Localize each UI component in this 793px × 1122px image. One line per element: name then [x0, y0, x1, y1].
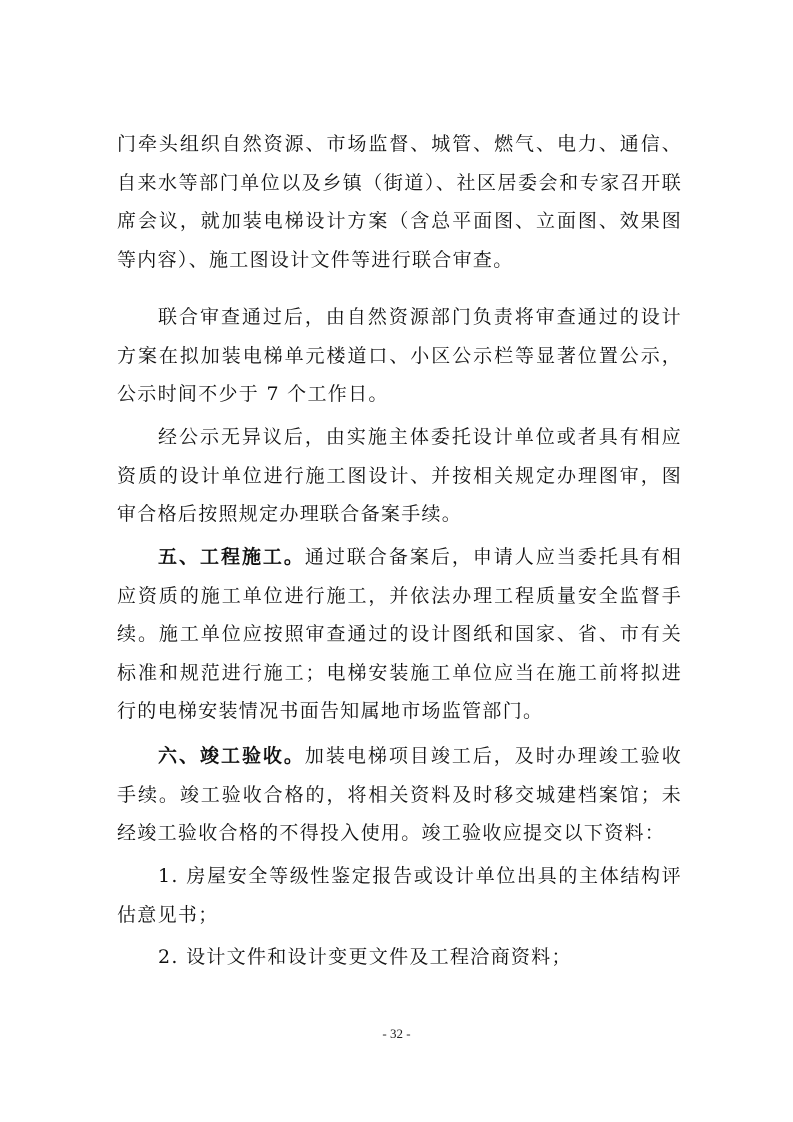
section-body-construction: 通过联合备案后，申请人应当委托具有相应资质的施工单位进行施工，并依法办理工程质量安全监督手续。施工单位应按照审查通过的设计图纸和国家、省、市有关标准和规范进行施工；电梯安装施工单位应当在施工前将拟进行的电梯安装情况书面告知属地市场监管部门。: [117, 546, 682, 722]
section-body-acceptance: 加装电梯项目竣工后，及时办理竣工验收手续。竣工验收合格的，将相关资料及时移交城建档案馆；未经竣工验收合格的不得投入使用。竣工验收应提交以下资料：: [117, 745, 682, 844]
paragraph-construction: [117, 538, 682, 731]
section-heading-acceptance: 六、竣工验收。: [158, 745, 305, 767]
section-heading-construction: 五、工程施工。: [158, 546, 305, 568]
list-item-design-documents: 2. 设计文件和设计变更文件及工程洽商资料；: [158, 946, 572, 968]
page-number: - 32 -: [382, 1026, 411, 1041]
paragraph-construction-drawing: 经公示无异议后，由实施主体委托设计单位或者具有相应资质的设计单位进行施工图设计、并按相关规定办理图审，图审合格后按照规定办理联合备案手续。: [117, 426, 682, 525]
paragraph-public-notice: 联合审查通过后，由自然资源部门负责将审查通过的设计方案在拟加装电梯单元楼道口、小区公示栏等显著位置公示，公示时间不少于 7 个工作日。: [117, 306, 682, 405]
paragraph-joint-review: 门牵头组织自然资源、市场监督、城管、燃气、电力、通信、自来水等部门单位以及乡镇（街道）、社区居委会和专家召开联席会议，就加装电梯设计方案（含总平面图、立面图、效果图等内容）、施工图设计文件等进行联合审查。: [117, 133, 682, 271]
list-item-safety-report: 1. 房屋安全等级性鉴定报告或设计单位出具的主体结构评估意见书；: [117, 865, 682, 926]
paragraph-completion-acceptance: [117, 737, 682, 853]
